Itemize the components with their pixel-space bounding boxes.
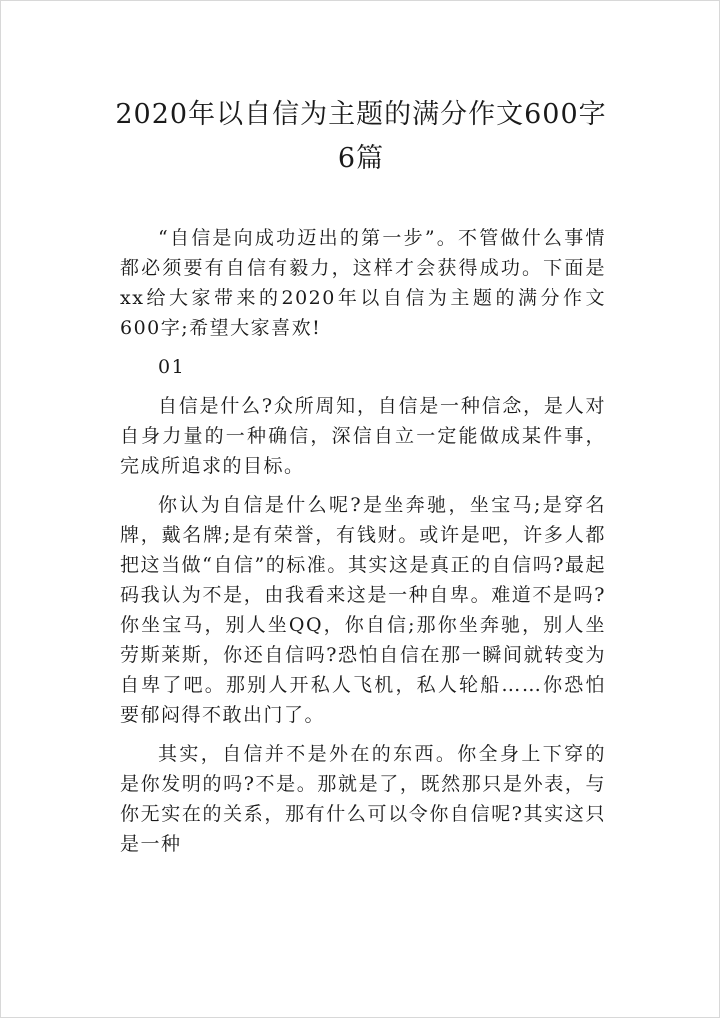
body-paragraph-1: 自信是什么?众所周知，自信是一种信念，是人对自身力量的一种确信，深信自立一定能做成某件事，完成所追求的目标。 bbox=[120, 395, 606, 477]
body-paragraph-3: 其实，自信并不是外在的东西。你全身上下穿的是你发明的吗?不是。那就是了，既然那只是外表，与你无实在的关系，那有什么可以令你自信呢?其实这只是一种 bbox=[120, 743, 606, 855]
intro-paragraph: “自信是向成功迈出的第一步”。不管做什么事情都必须要有自信有毅力，这样才会获得成功。下面是xx给大家带来的2020年以自信为主题的满分作文600字;希望大家喜欢! bbox=[120, 227, 606, 339]
document-title bbox=[111, 93, 611, 181]
body-paragraph-2: 你认为自信是什么呢?是坐奔驰，坐宝马;是穿名牌，戴名牌;是有荣誉，有钱财。或许是吧，许多人都把这当做“自信”的标准。其实这是真正的自信吗?最起码我认为不是，由我看来这是一种自卑。难道不是吗?你坐宝马，别人坐QQ，你自信;那你坐奔驰，别人坐劳斯莱斯，你还自信吗?恐怕自信在那一瞬间就转变为自卑了吧。那别人开私人飞机，私人轮船……你恐怕要郁闷得不敢出门了。 bbox=[120, 494, 606, 726]
document-body bbox=[120, 223, 606, 868]
section-number: 01 bbox=[158, 356, 186, 378]
title-line-1: 2020年以自信为主题的满分作文600字 bbox=[115, 99, 607, 130]
title-line-2: 6篇 bbox=[337, 143, 385, 174]
